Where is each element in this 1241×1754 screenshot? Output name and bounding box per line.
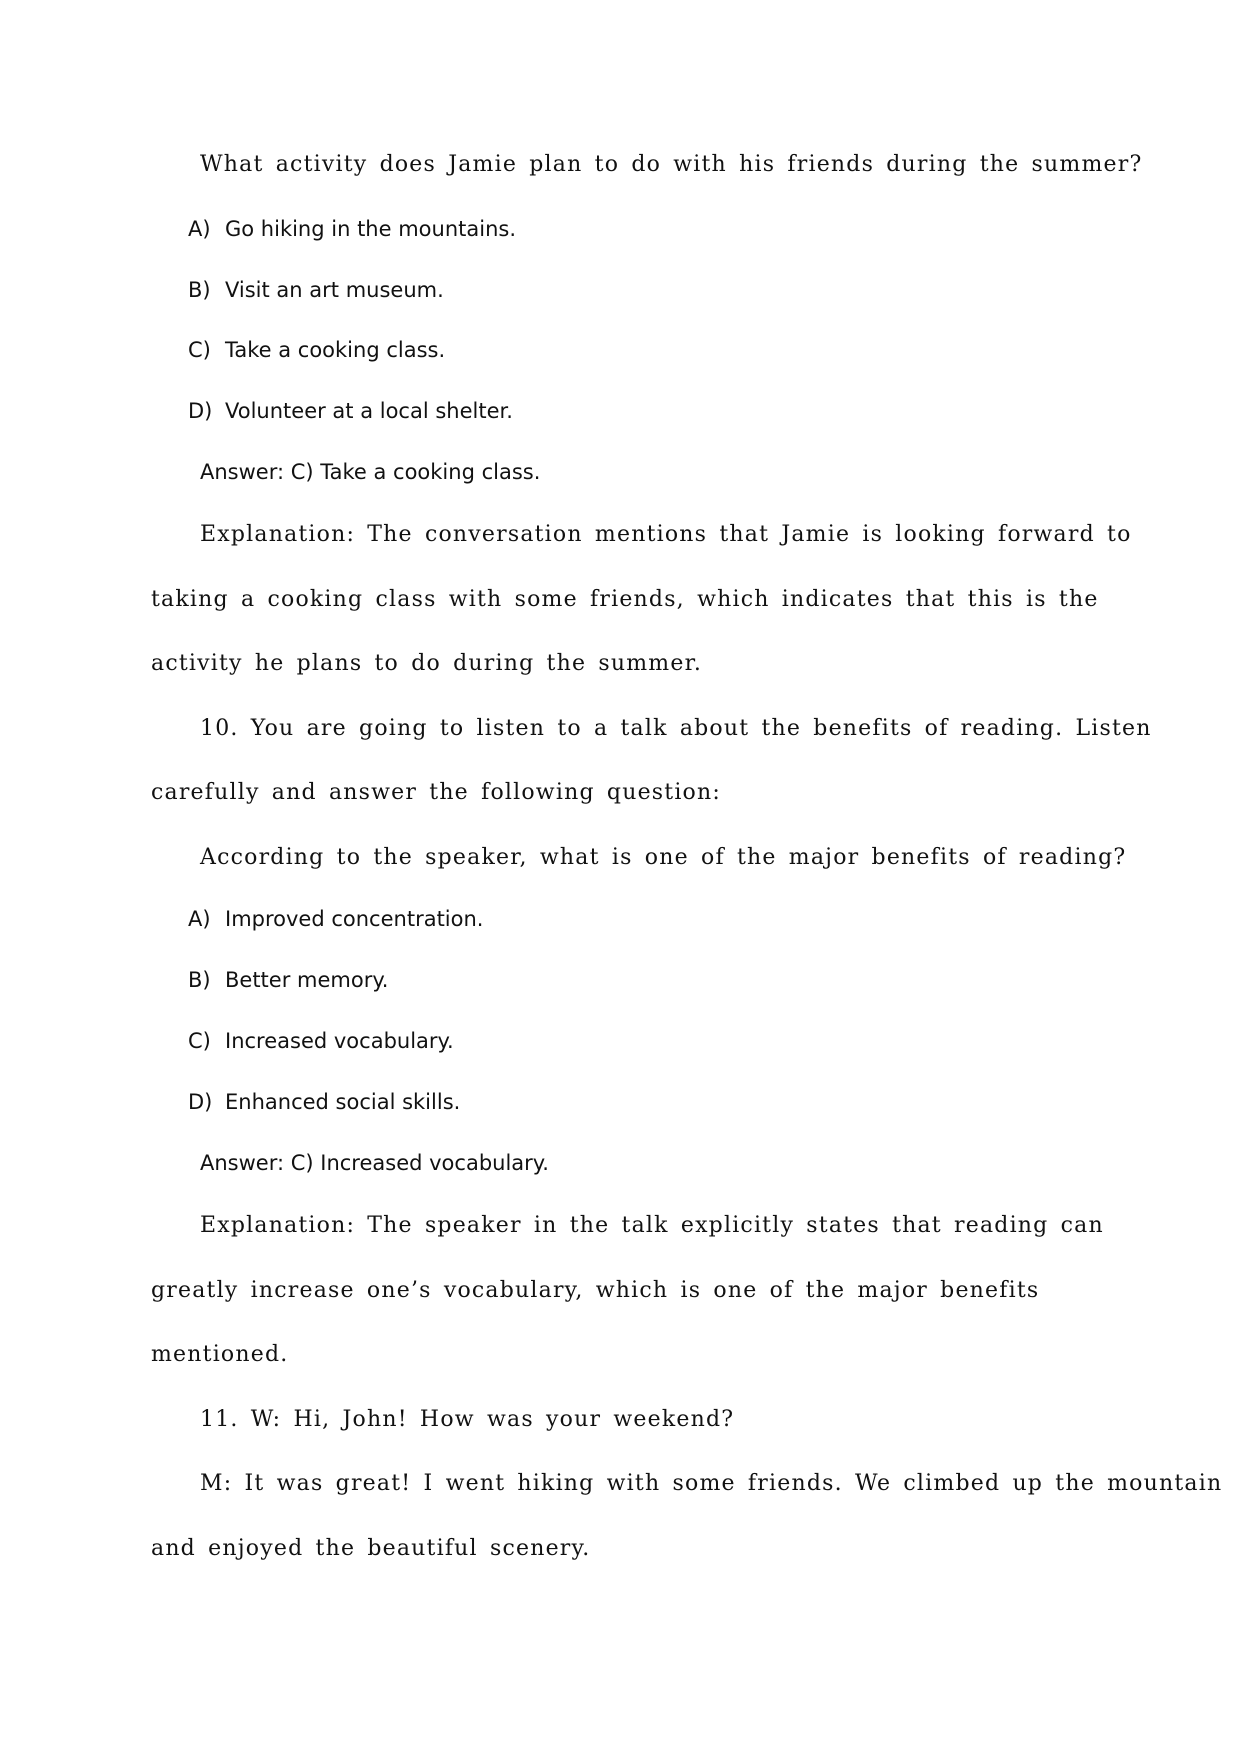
- explanation-line: taking a cooking class with some friends, which indicates that this is the: [151, 587, 1099, 612]
- answer-text: Answer: C) Increased vocabulary.: [200, 1151, 549, 1175]
- option-letter: B): [188, 278, 211, 302]
- option-text: Volunteer at a local shelter.: [225, 399, 513, 423]
- option-letter: D): [188, 399, 213, 423]
- dialogue-line: and enjoyed the beautiful scenery.: [151, 1536, 591, 1561]
- question-intro-line: carefully and answer the following question:: [151, 780, 721, 805]
- option-text: Increased vocabulary.: [225, 1029, 454, 1053]
- question-intro-line: 10. You are going to listen to a talk about the benefits of reading. Listen: [200, 716, 1152, 741]
- option-text: Go hiking in the mountains.: [225, 217, 516, 241]
- explanation-line: Explanation: The speaker in the talk explicitly states that reading can: [200, 1213, 1104, 1238]
- option-letter: D): [188, 1090, 213, 1114]
- dialogue-line: M: It was great! I went hiking with some friends. We climbed up the mountain: [200, 1471, 1223, 1496]
- option-letter: A): [188, 217, 211, 241]
- option-letter: C): [188, 338, 211, 362]
- question-text: According to the speaker, what is one of the major benefits of reading?: [200, 845, 1127, 870]
- option-text: Enhanced social skills.: [225, 1090, 461, 1114]
- option-text: Improved concentration.: [225, 907, 484, 931]
- option-letter: A): [188, 907, 211, 931]
- dialogue-line: 11. W: Hi, John! How was your weekend?: [200, 1407, 735, 1432]
- option-letter: C): [188, 1029, 211, 1053]
- question-text: What activity does Jamie plan to do with his friends during the summer?: [200, 152, 1143, 177]
- option-letter: B): [188, 968, 211, 992]
- explanation-line: Explanation: The conversation mentions that Jamie is looking forward to: [200, 522, 1132, 547]
- option-text: Visit an art museum.: [225, 278, 444, 302]
- option-text: Take a cooking class.: [225, 338, 446, 362]
- option-text: Better memory.: [225, 968, 389, 992]
- answer-text: Answer: C) Take a cooking class.: [200, 460, 541, 484]
- explanation-line: mentioned.: [151, 1342, 289, 1367]
- explanation-line: greatly increase one’s vocabulary, which is one of the major benefits: [151, 1278, 1040, 1303]
- explanation-line: activity he plans to do during the summer.: [151, 651, 703, 676]
